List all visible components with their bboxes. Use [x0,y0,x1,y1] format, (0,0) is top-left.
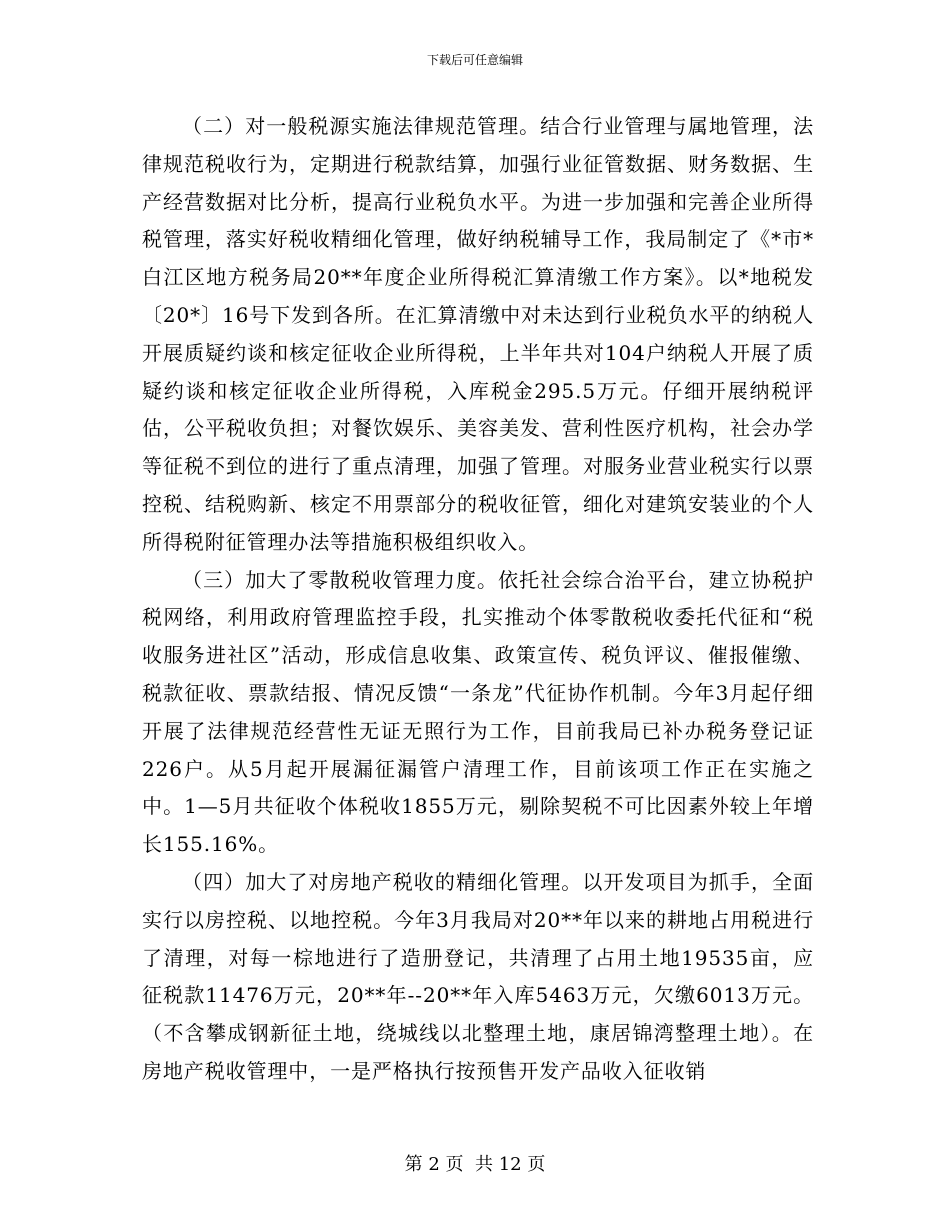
paragraph-scattered-tax: （三）加大了零散税收管理力度。依托社会综合治平台，建立协税护税网络，利用政府管理监控手段，扎实推动个体零散税收委托代征和“税收服务进社区”活动，形成信息收集、政策宣传、税负评议、催报催缴、税款征收、票款结报、情况反馈“一条龙”代征协作机制。今年3月起仔细开展了法律规范经营性无证无照行为工作，目前我局已补办税务登记证226户。从5月起开展漏征漏管户清理工作，目前该项工作正在实施之中。1—5月共征收个体税收1855万元，剔除契税不可比因素外较上年增长155.16%。 [142,567,814,857]
footer-middle: 页 共 [445,1154,493,1175]
page-footer [0,1154,950,1176]
footer-prefix: 第 [404,1154,423,1175]
footer-suffix: 页 [527,1154,546,1175]
total-pages-number: 12 [498,1154,522,1175]
current-page-number: 2 [428,1154,440,1175]
paragraph-general-tax-sources: （二）对一般税源实施法律规范管理。结合行业管理与属地管理，法律规范税收行为，定期进行税款结算，加强行业征管数据、财务数据、生产经营数据对比分析，提高行业税负水平。为进一步加强和完善企业所得税管理，落实好税收精细化管理，做好纳税辅导工作，我局制定了《*市*白江区地方税务局20**年度企业所得税汇算清缴工作方案》。以*地税发〔20*〕16号下发到各所。在汇算清缴中对未达到行业税负水平的纳税人开展质疑约谈和核定征收企业所得税，上半年共对104户纳税人开展了质疑约谈和核定征收企业所得税，入库税金295.5万元。仔细开展纳税评估，公平税收负担；对餐饮娱乐、美容美发、营利性医疗机构，社会办学等征税不到位的进行了重点清理，加强了管理。对服务业营业税实行以票控税、结税购新、核定不用票部分的税收征管，细化对建筑安装业的个人所得税附征管理办法等措施积极组织收入。 [142,114,814,554]
page-header: 下载后可任意编辑 [426,53,523,67]
document-body [142,108,814,1091]
paragraph-real-estate-tax: （四）加大了对房地产税收的精细化管理。以开发项目为抓手，全面实行以房控税、以地控税。今年3月我局对20**年以来的耕地占用税进行了清理，对每一棕地进行了造册登记，共清理了占用土地19535亩，应征税款11476万元，20**年--20**年入库5463万元，欠缴6013万元。（不含攀成钢新征土地，绕城线以北整理土地，康居锦湾整理土地）。在房地产税收管理中，一是严格执行按预售开发产品收入征收销 [142,869,814,1083]
